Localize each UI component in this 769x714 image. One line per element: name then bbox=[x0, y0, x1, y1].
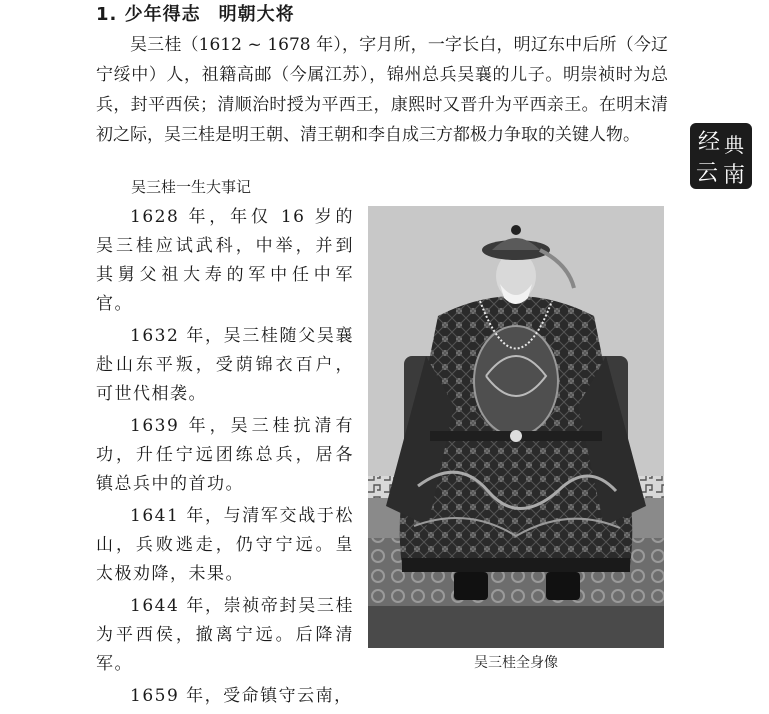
section-heading bbox=[96, 0, 295, 25]
event-item: 1628 年，年仅 16 岁的吴三桂应试武科，中举，并到其舅父祖大寿的军中任中军官。 bbox=[96, 207, 354, 314]
intro-paragraph bbox=[96, 30, 668, 150]
event-item: 1659 年，受命镇守云南， bbox=[130, 686, 353, 706]
event-item: 1644 年，崇祯帝封吴三桂为平西侯，撤离宁远。后降清军。 bbox=[96, 596, 354, 674]
seal-char-yun: 云 bbox=[695, 161, 719, 186]
portrait-image bbox=[368, 206, 664, 648]
seal-char-nan: 南 bbox=[722, 163, 746, 188]
figure-caption: 吴三桂全身像 bbox=[474, 655, 558, 671]
seal-icon bbox=[689, 122, 753, 190]
seal-char-jing: 经 bbox=[697, 130, 721, 155]
intro-text: 吴三桂（1612 ~ 1678 年），字月所，一字长白，明辽东中后所（今辽宁绥中）人，祖籍高邮（今属江苏），锦州总兵吴襄的儿子。明崇祯时为总兵，封平西侯；清顺治时授为平西王，康熙时又晋升为平西亲王。在明末清初之际，吴三桂是明王朝、清王朝和李自成三方都极力争取的关键人物。 bbox=[96, 35, 668, 145]
event-item: 1639 年，吴三桂抗清有功，升任宁远团练总兵，居各镇总兵中的首功。 bbox=[96, 416, 354, 494]
section-number: 1. bbox=[96, 4, 118, 25]
seal-char-dian: 典 bbox=[724, 133, 744, 157]
event-item: 1641 年，与清军交战于松山，兵败逃走，仍守宁远。皇太极劝降，未果。 bbox=[96, 506, 354, 584]
events-list bbox=[96, 203, 354, 714]
events-title: 吴三桂一生大事记 bbox=[131, 178, 252, 196]
section-title-part2: 明朝大将 bbox=[218, 4, 295, 25]
event-item: 1632 年，吴三桂随父吴襄赴山东平叛，受荫锦衣百户，可世代相袭。 bbox=[96, 326, 354, 404]
section-title-part1: 少年得志 bbox=[124, 4, 201, 25]
